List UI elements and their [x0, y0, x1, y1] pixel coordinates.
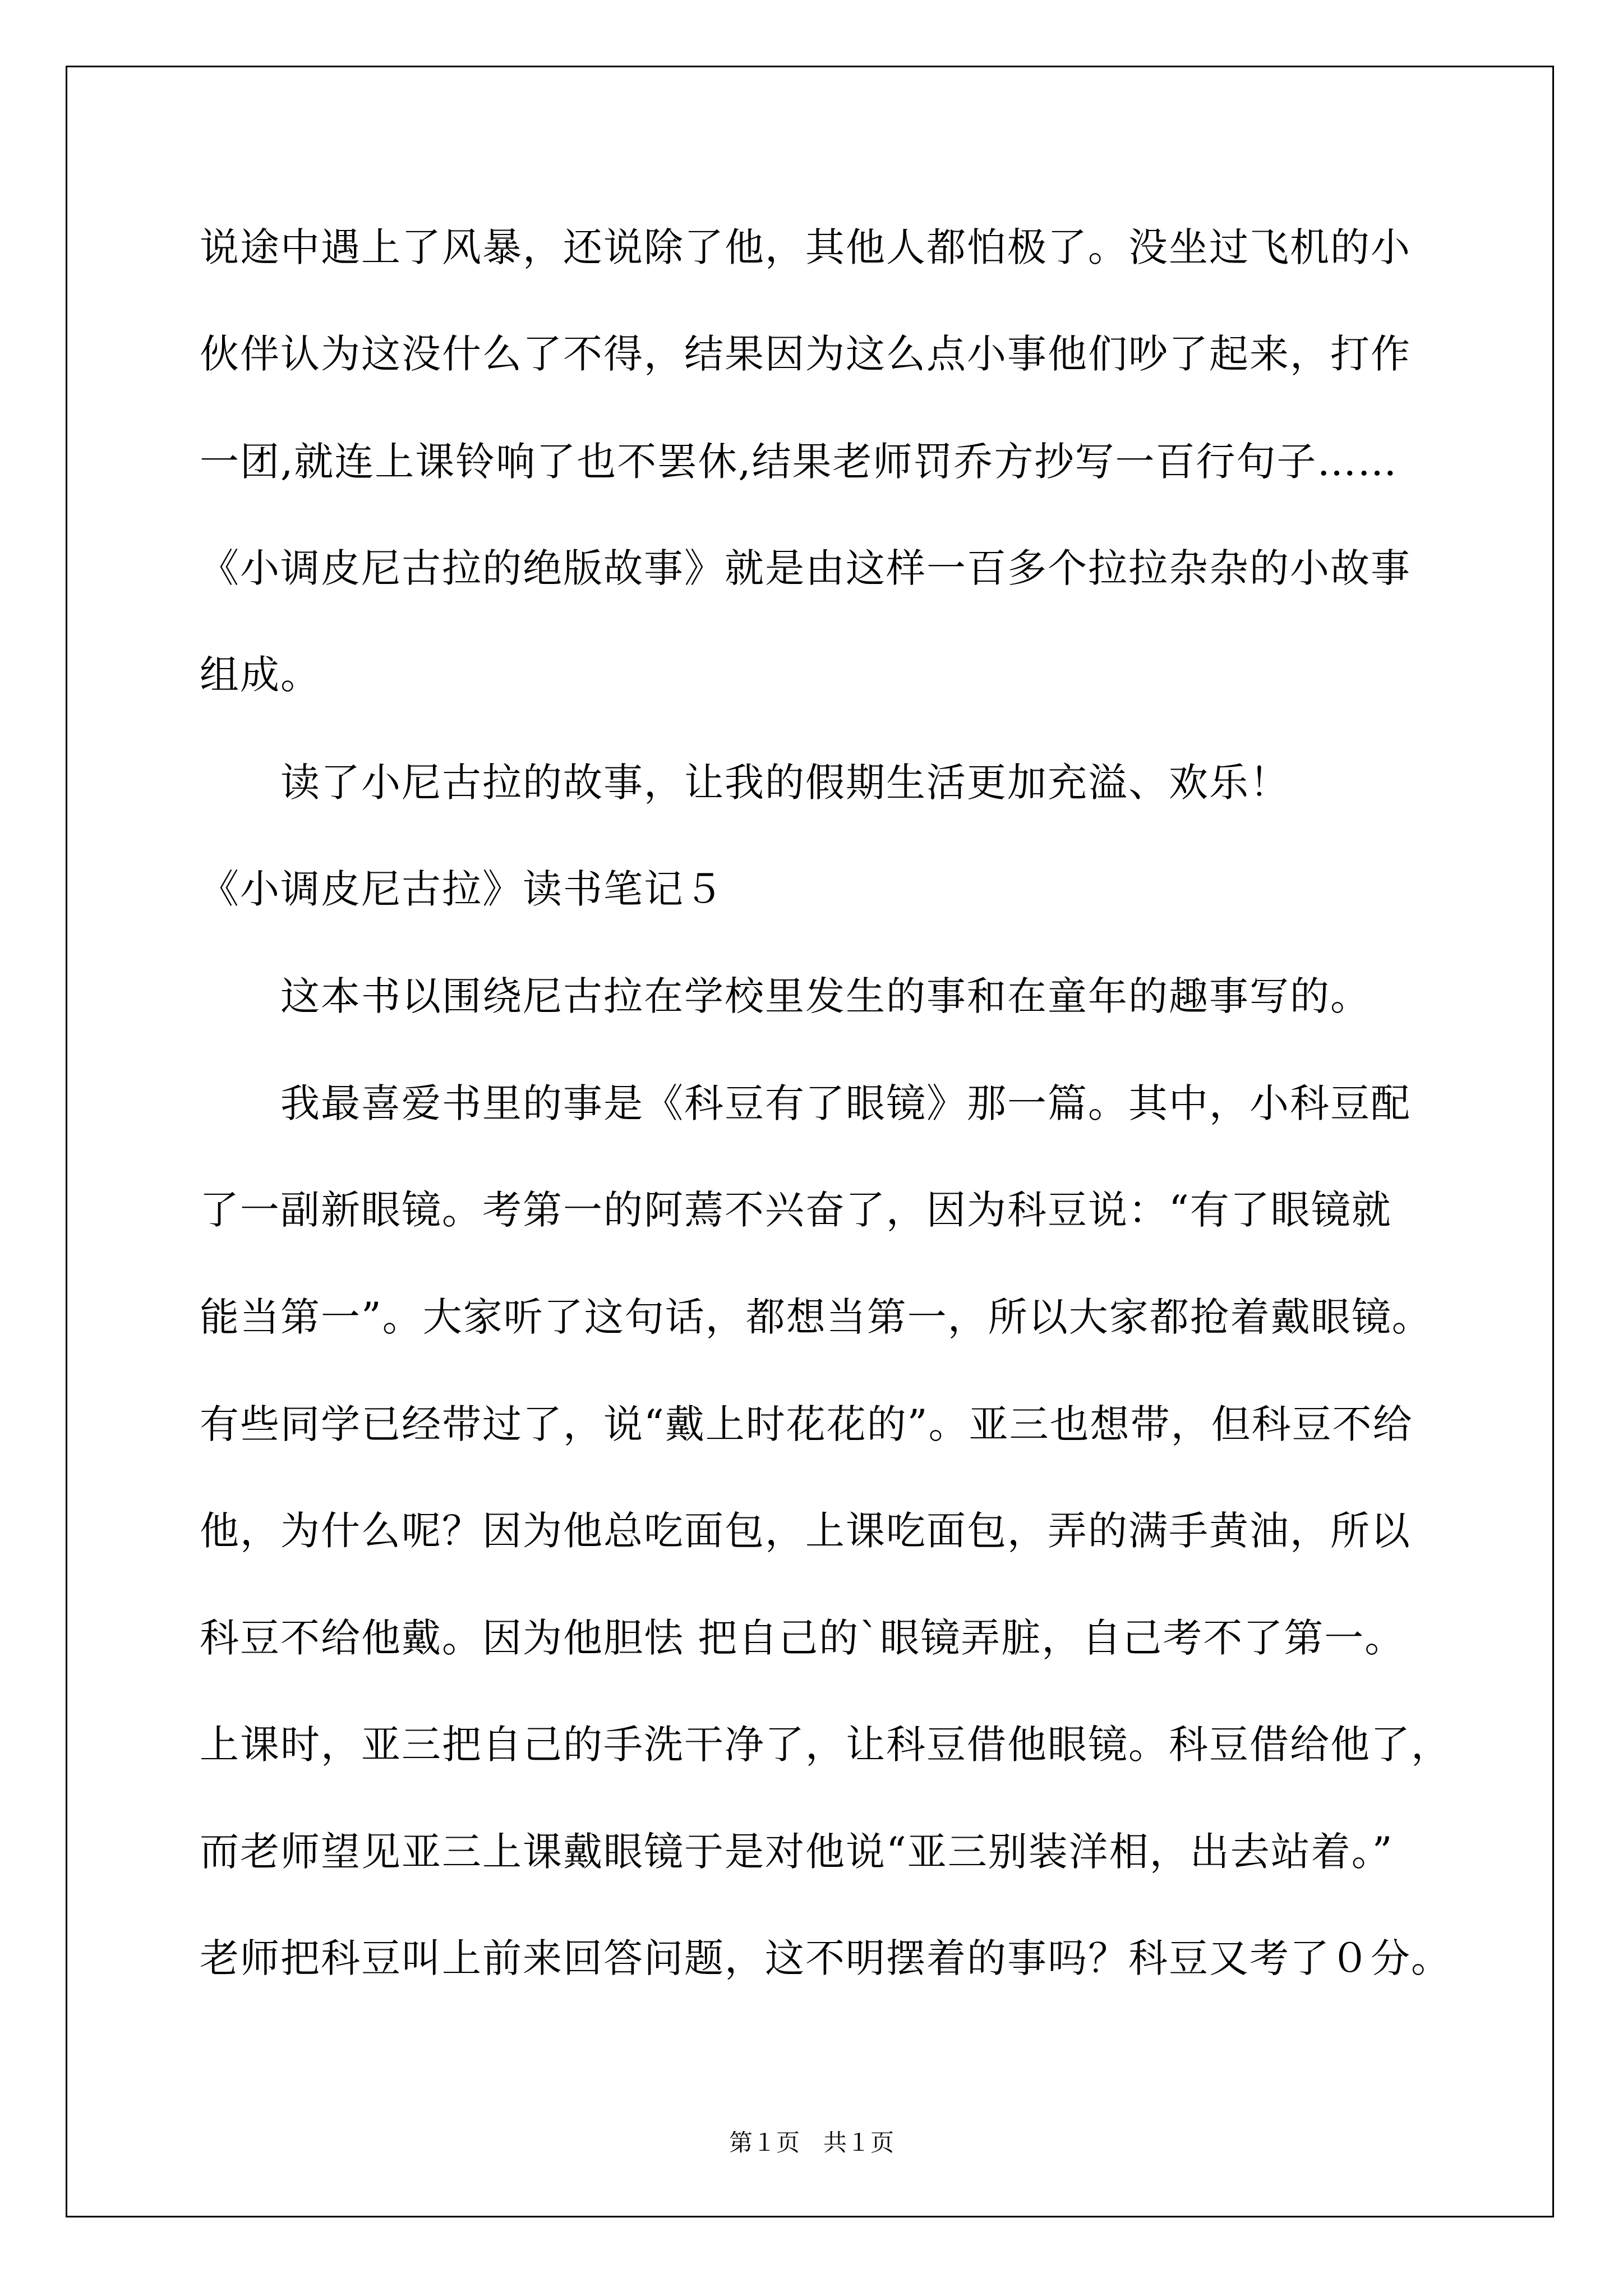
text-line: 有些同学已经带过了，说“戴上时花花的”。亚三也想带，但科豆不给 — [200, 1401, 1413, 1447]
text-line: 他，为什么呢？因为他总吃面包，上课吃面包，弄的满手黄油，所以 — [200, 1508, 1411, 1554]
section-heading: 《小调皮尼古拉》读书笔记５ — [200, 866, 725, 912]
text-line: 我最喜爱书里的事是《科豆有了眼镜》那一篇。其中，小科豆配 — [280, 1080, 1411, 1126]
text-line: 《小调皮尼古拉的绝版故事》就是由这样一百多个拉拉杂杂的小故事 — [200, 545, 1411, 591]
text-line: 老师把科豆叫上前来回答问题，这不明摆着的事吗？科豆又考了０分。 — [200, 1935, 1451, 1981]
text-line: 这本书以围绕尼古拉在学校里发生的事和在童年的趣事写的。 — [280, 973, 1371, 1019]
page-footer: 第１页 共１页 — [728, 2129, 894, 2156]
text-line: 伙伴认为这没什么了不得，结果因为这么点小事他们吵了起来，打作 — [200, 331, 1411, 377]
text-line: 组成。 — [200, 652, 321, 698]
text-line: 一团,就连上课铃响了也不罢休,结果老师罚乔方抄写一百行句子…… — [200, 439, 1398, 485]
text-line: 上课时，亚三把自己的手洗干净了，让科豆借他眼镜。科豆借给他了， — [200, 1722, 1451, 1768]
text-line: 能当第一”。大家听了这句话，都想当第一，所以大家都抢着戴眼镜。 — [200, 1294, 1432, 1340]
text-line: 说途中遇上了风暴，还说除了他，其他人都怕极了。没坐过飞机的小 — [200, 224, 1411, 270]
text-line: 读了小尼古拉的故事，让我的假期生活更加充溢、欢乐！ — [280, 760, 1290, 806]
text-line: 科豆不给他戴。因为他胆怯 把自己的`眼镜弄脏，自己考不了第一。 — [200, 1615, 1405, 1661]
page-border — [66, 66, 1554, 2217]
text-line: 了一副新眼镜。考第一的阿蔫不兴奋了，因为科豆说：“有了眼镜就 — [200, 1187, 1392, 1233]
text-line: 而老师望见亚三上课戴眼镜于是对他说“亚三别装洋相，出去站着。” — [200, 1829, 1394, 1875]
